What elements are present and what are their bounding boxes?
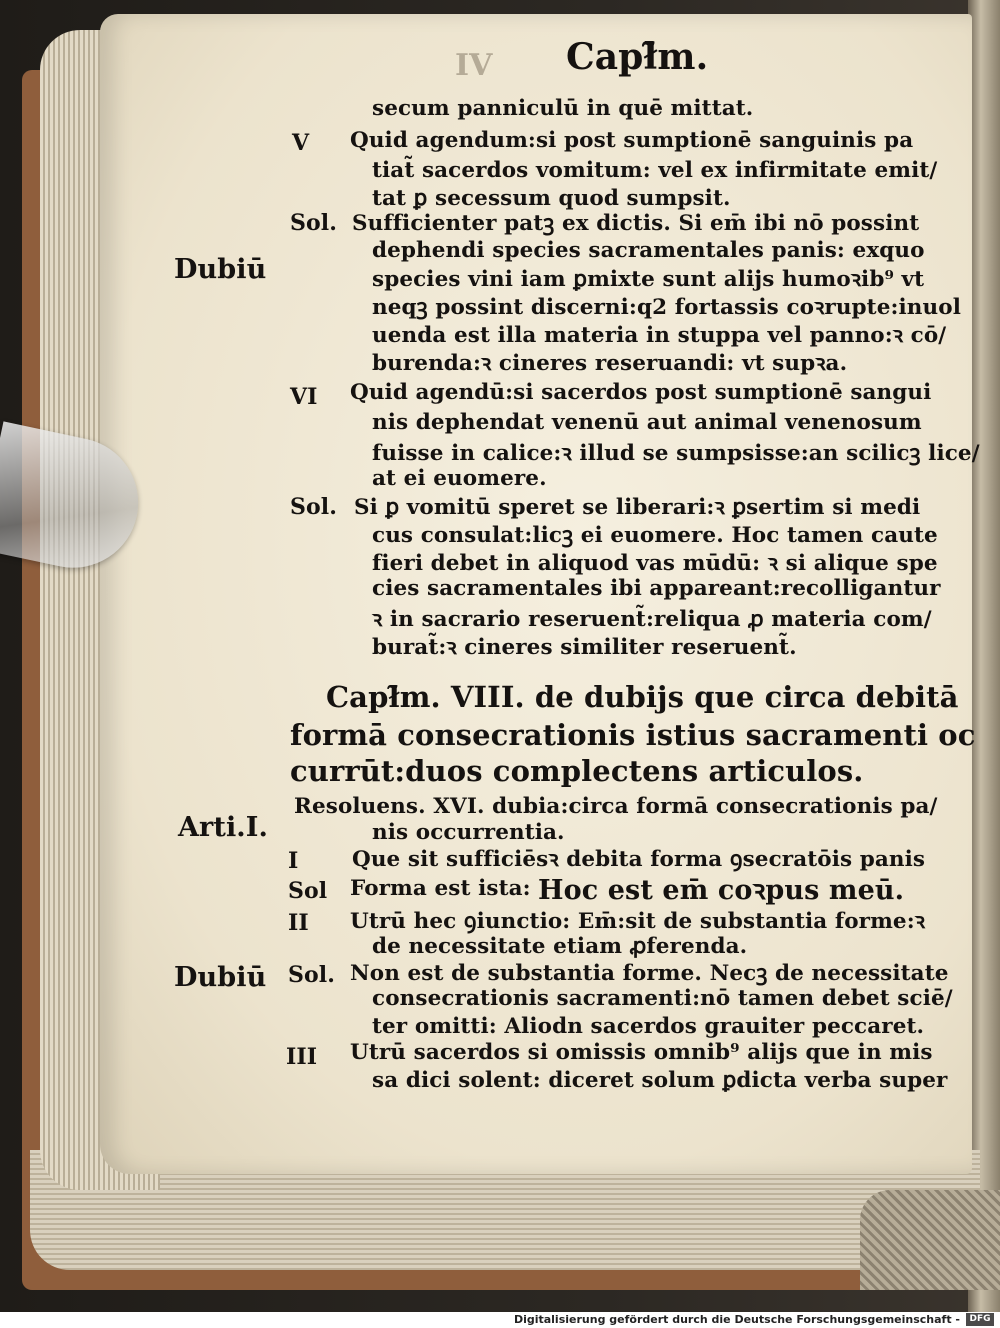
text-line: neqꝫ possint discerni:q2 fortassis coꝛrupte:inuol (372, 295, 961, 320)
question-number: I (288, 848, 299, 874)
text-line: ꝛ in sacrario reseruent̃:reliqua ꝓ materia com/ (372, 607, 932, 632)
text-line: dephendi species sacramentales panis: exquo (372, 238, 925, 263)
text-line: tiat̃ sacerdos vomitum: vel ex infirmitate emit/ (372, 158, 938, 183)
margin-note-dubium: Dubiū (174, 962, 267, 993)
text-line: sa dici solent: diceret solum ꝑdicta verba super (372, 1068, 948, 1093)
sol-label: Sol (288, 878, 328, 904)
running-head: Capł̃m. (566, 36, 709, 78)
credit-text: Digitalisierung gefördert durch die Deutsche Forschungsgemeinschaft - (513, 1313, 960, 1326)
chapter-heading-line: currūt:duos complectens articulos. (290, 754, 864, 788)
text-line: fuisse in calice:ꝛ illud se sumpsisse:an scilicꝫ lice/ (372, 441, 980, 466)
text-line: fieri debet in aliquod vas mūdū: ꝛ si alique spe (372, 551, 938, 576)
text-line: Utrū hec ꝯiunctio: Em̄:sit de substantia forme:ꝛ (350, 909, 926, 934)
text-line: nis occurrentia. (372, 820, 565, 845)
sol-label: Sol. (288, 962, 335, 988)
margin-note-article: Arti.I. (178, 812, 269, 843)
sol-label: Sol. (290, 494, 337, 520)
text-line: Sufficienter patꝫ ex dictis. Si em̄ ibi nō possint (352, 211, 920, 236)
sol-label: Sol. (290, 210, 337, 236)
chapter-heading-line: Capł̃m. VIII. de dubijs que circa debitā (326, 680, 959, 714)
text-line: uenda est illa materia in stuppa vel panno:ꝛ cō/ (372, 323, 947, 348)
text-line: tat ꝑ secessum quod sumpsit. (372, 186, 731, 211)
question-number: II (288, 910, 309, 936)
text-line: burat̃:ꝛ cineres similiter reseruent̃. (372, 635, 797, 660)
formula-text: Hoc est em̄ coꝛpus meū. (538, 875, 905, 906)
text-line: cies sacramentales ibi appareant:recolligantur (372, 576, 941, 601)
question-number: VI (290, 384, 318, 410)
text-line: ter omitti: Aliodn sacerdos grauiter peccaret. (372, 1014, 925, 1039)
text-line: nis dephendat venenū aut animal venenosum (372, 410, 922, 435)
text-line: species vini iam ꝑmixte sunt alijs humoꝛib⁹ vt (372, 267, 925, 292)
question-number: V (292, 130, 310, 156)
text-line: Quid agendū:si sacerdos post sumptionē sangui (350, 380, 932, 405)
text-line: de necessitate etiam ꝓferenda. (372, 934, 748, 959)
text-line: at ei euomere. (372, 466, 547, 491)
text-line: Non est de substantia forme. Necꝫ de necessitate (350, 961, 949, 986)
text-line: Forma est ista: (350, 876, 531, 901)
question-number: III (286, 1044, 318, 1070)
chapter-heading-line: formā consecrationis istius sacramenti oc (290, 718, 976, 752)
text-line: Si ꝑ vomitū speret se liberari:ꝛ ꝑsertim si medi (354, 495, 921, 520)
text-line: burenda:ꝛ cineres reseruandi: vt supꝛa. (372, 351, 848, 376)
text-line: Utrū sacerdos si omissis omnib⁹ alijs que in mis (350, 1040, 933, 1065)
text-line: Resoluens. XVI. dubia:circa formā consecrationis pa/ (294, 794, 938, 819)
ghost-mark: IV (455, 48, 493, 83)
dfg-logo: DFG (966, 1313, 994, 1326)
headband (860, 1190, 1000, 1290)
text-line: Que sit sufficiēsꝛ debita forma ꝯsecratōis panis (352, 847, 926, 872)
text-line: Quid agendum:si post sumptionē sanguinis pa (350, 128, 914, 153)
credit-bar (0, 1312, 1000, 1328)
text-line: consecrationis sacramenti:nō tamen debet sciē/ (372, 986, 953, 1011)
text-line: cus consulat:licꝫ ei euomere. Hoc tamen caute (372, 523, 938, 548)
margin-note-dubium: Dubiū (174, 254, 267, 285)
book-spine (968, 0, 1000, 1312)
text-line: secum panniculū in quē mittat. (372, 96, 754, 121)
